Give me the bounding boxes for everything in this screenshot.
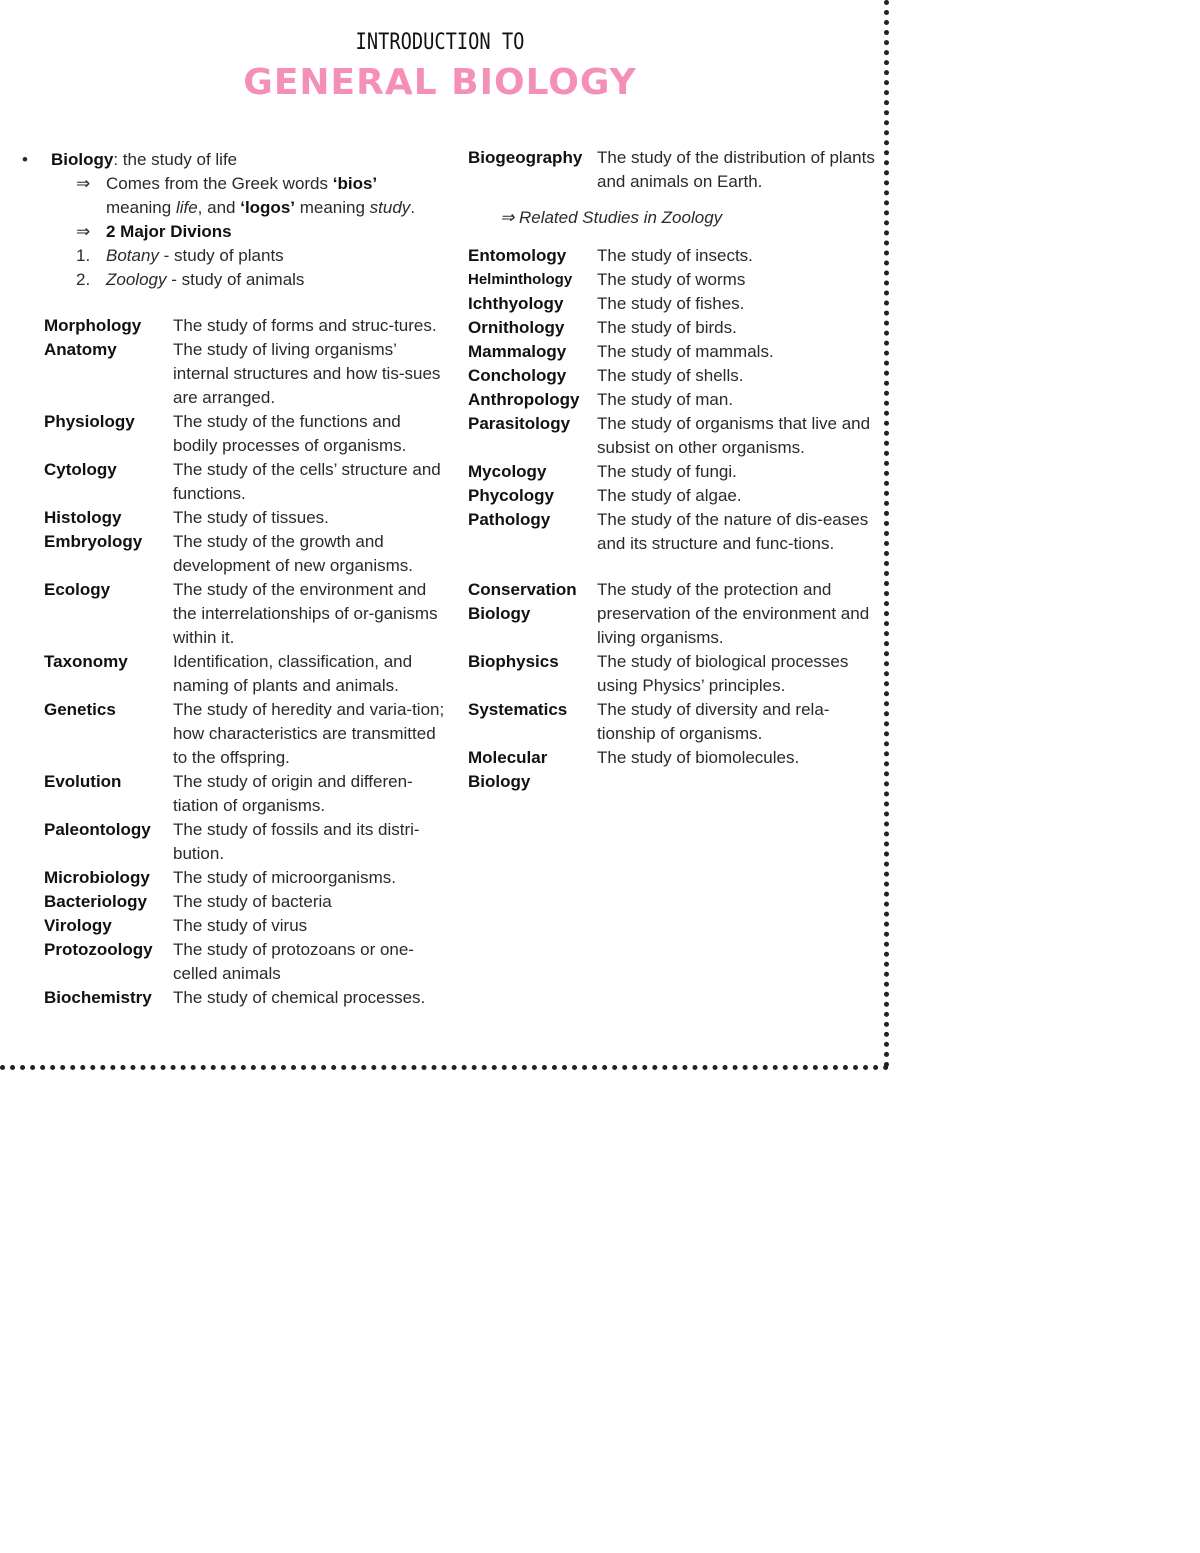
spacer: [466, 556, 876, 578]
term-definition: The study of tissues.: [173, 508, 329, 527]
term-name: Molecular Biology: [468, 748, 548, 791]
division-item-botany: [20, 244, 445, 268]
term-name: Virology: [44, 916, 112, 935]
term-row: [466, 460, 876, 484]
term-name: Morphology: [44, 316, 142, 335]
biology-definition: : the study of life: [113, 150, 238, 169]
term-row: [466, 244, 876, 268]
term-row: [466, 746, 876, 794]
term-row: [466, 484, 876, 508]
arrow-icon: ⇒: [500, 208, 519, 227]
meaning-study: study: [369, 198, 411, 217]
term-name: Biochemistry: [44, 988, 152, 1007]
term-definition: The study of virus: [173, 916, 308, 935]
major-divisions-label: 2 Major Divions: [106, 222, 232, 241]
term-name: Pathology: [468, 510, 551, 529]
term-definition: The study of biological processes using Physics’ principles.: [597, 652, 849, 695]
term-row: [466, 412, 876, 460]
related-studies-label: Related Studies in Zoology: [518, 208, 723, 227]
term-name: Mammalogy: [468, 342, 567, 361]
term-definition: The study of birds.: [597, 318, 737, 337]
term-name: Phycology: [468, 486, 554, 505]
term-definition: The study of living organisms’ internal structures and how tis-sues are arranged.: [173, 340, 441, 407]
greek-word-bios: ‘bios’: [332, 174, 378, 193]
term-row: [20, 578, 445, 650]
term-row: [466, 292, 876, 316]
term-definition: The study of the distribution of plants and animals on Earth.: [597, 148, 875, 191]
term-definition: The study of mammals.: [597, 342, 774, 361]
greek-origin-text-5: .: [410, 198, 416, 217]
botany-definition: - study of plants: [158, 246, 284, 265]
term-name: Ornithology: [468, 318, 565, 337]
term-name: Paleontology: [44, 820, 151, 839]
biology-bullet: [20, 148, 445, 172]
term-definition: The study of organisms that live and subsist on other organisms.: [597, 414, 871, 457]
term-row: [466, 364, 876, 388]
term-name: Genetics: [44, 700, 116, 719]
biology-term: Biology: [51, 150, 114, 169]
term-name: Embryology: [44, 532, 143, 551]
greek-word-logos: ‘logos’: [240, 198, 295, 217]
term-name: Cytology: [44, 460, 117, 479]
term-definition: The study of fossils and its distri-bution.: [173, 820, 420, 863]
term-name: Ichthyology: [468, 294, 564, 313]
term-definition: The study of bacteria: [173, 892, 332, 911]
term-row: [466, 316, 876, 340]
term-name: Helminthology: [468, 271, 573, 288]
term-row: [466, 698, 876, 746]
term-definition: The study of shells.: [597, 366, 744, 385]
list-number: 2.: [76, 270, 91, 289]
term-definition: The study of the nature of dis-eases and its structure and func-tions.: [597, 510, 869, 553]
term-definition: The study of microorganisms.: [173, 868, 396, 887]
term-definition: The study of worms: [597, 270, 746, 289]
term-row: [20, 986, 445, 1010]
right-column: [466, 146, 876, 794]
term-definition: The study of algae.: [597, 486, 742, 505]
greek-origin-text: Comes from the Greek words: [106, 174, 333, 193]
greek-origin-text-2: meaning: [106, 198, 176, 217]
major-divisions-note: [20, 220, 445, 244]
term-definition: The study of the environment and the interrelationships of or-ganisms within it.: [173, 580, 438, 647]
term-definition: The study of insects.: [597, 246, 753, 265]
term-name: Ecology: [44, 580, 111, 599]
term-name: Taxonomy: [44, 652, 128, 671]
term-name: Conchology: [468, 366, 567, 385]
term-row: [20, 338, 445, 410]
term-definition: The study of man.: [597, 390, 734, 409]
term-row: [20, 458, 445, 506]
zoology-definition: - study of animals: [166, 270, 305, 289]
term-row: [20, 314, 445, 338]
term-row: [20, 914, 445, 938]
arrow-icon: ⇒: [76, 222, 91, 241]
term-name: Parasitology: [468, 414, 571, 433]
term-row: [466, 268, 876, 292]
arrow-icon: ⇒: [76, 174, 91, 193]
term-name: Bacteriology: [44, 892, 147, 911]
term-name: Biogeography: [468, 148, 583, 167]
term-definition: The study of chemical processes.: [173, 988, 426, 1007]
page-subtitle: INTRODUCTION TO: [355, 30, 525, 55]
term-definition: The study of the protection and preservation of the environment and living organisms.: [597, 580, 870, 647]
term-row: [466, 340, 876, 364]
page-title: GENERAL BIOLOGY: [243, 62, 637, 103]
term-name: Biophysics: [468, 652, 559, 671]
term-name: Microbiology: [44, 868, 150, 887]
term-row: [20, 410, 445, 458]
term-definition: The study of diversity and rela-tionship of organisms.: [597, 700, 830, 743]
term-row: [466, 578, 876, 650]
term-definition: The study of biomolecules.: [597, 748, 800, 767]
meaning-life: life: [175, 198, 198, 217]
term-definition: The study of the functions and bodily processes of organisms.: [173, 412, 407, 455]
term-definition: The study of heredity and varia-tion; how characteristics are transmitted to the offspring.: [173, 700, 445, 767]
term-row: [20, 530, 445, 578]
term-name: Mycology: [468, 462, 547, 481]
term-row: [20, 770, 445, 818]
term-row: [20, 866, 445, 890]
term-row: [20, 698, 445, 770]
term-row: [20, 818, 445, 866]
term-row: [20, 890, 445, 914]
term-name: Evolution: [44, 772, 122, 791]
term-definition: The study of the growth and development of new organisms.: [173, 532, 414, 575]
term-row: [20, 938, 445, 986]
term-name: Anthropology: [468, 390, 580, 409]
term-name: Entomology: [468, 246, 567, 265]
term-name: Anatomy: [44, 340, 117, 359]
term-definition: The study of fishes.: [597, 294, 745, 313]
list-number: 1.: [76, 246, 91, 265]
term-definition: The study of fungi.: [597, 462, 737, 481]
greek-origin-text-3: , and: [197, 198, 241, 217]
term-row: [466, 146, 876, 194]
term-definition: The study of origin and differen-tiation of organisms.: [173, 772, 413, 815]
term-row: [20, 506, 445, 530]
botany-term: Botany: [106, 246, 159, 265]
greek-origin-text-4: meaning: [295, 198, 370, 217]
related-studies-heading: [500, 206, 876, 230]
term-definition: Identification, classification, and naming of plants and animals.: [173, 652, 413, 695]
zoology-term: Zoology: [106, 270, 167, 289]
term-name: Protozoology: [44, 940, 153, 959]
page-border-bottom: [0, 1065, 889, 1070]
term-row: [20, 650, 445, 698]
term-name: Physiology: [44, 412, 135, 431]
left-term-table: [20, 314, 445, 1010]
left-column: [20, 148, 445, 1010]
term-name: Conservation Biology: [468, 580, 577, 623]
page-border-right: [884, 0, 889, 1068]
bullet-icon: •: [22, 150, 28, 169]
term-row: [466, 508, 876, 556]
term-name: Histology: [44, 508, 122, 527]
term-definition: The study of the cells’ structure and functions.: [173, 460, 441, 503]
division-item-zoology: [20, 268, 445, 292]
term-row: [466, 650, 876, 698]
term-definition: The study of forms and struc-tures.: [173, 316, 437, 335]
greek-origin-note: [20, 172, 445, 220]
term-definition: The study of protozoans or one-celled animals: [173, 940, 414, 983]
term-row: [466, 388, 876, 412]
term-name: Systematics: [468, 700, 568, 719]
